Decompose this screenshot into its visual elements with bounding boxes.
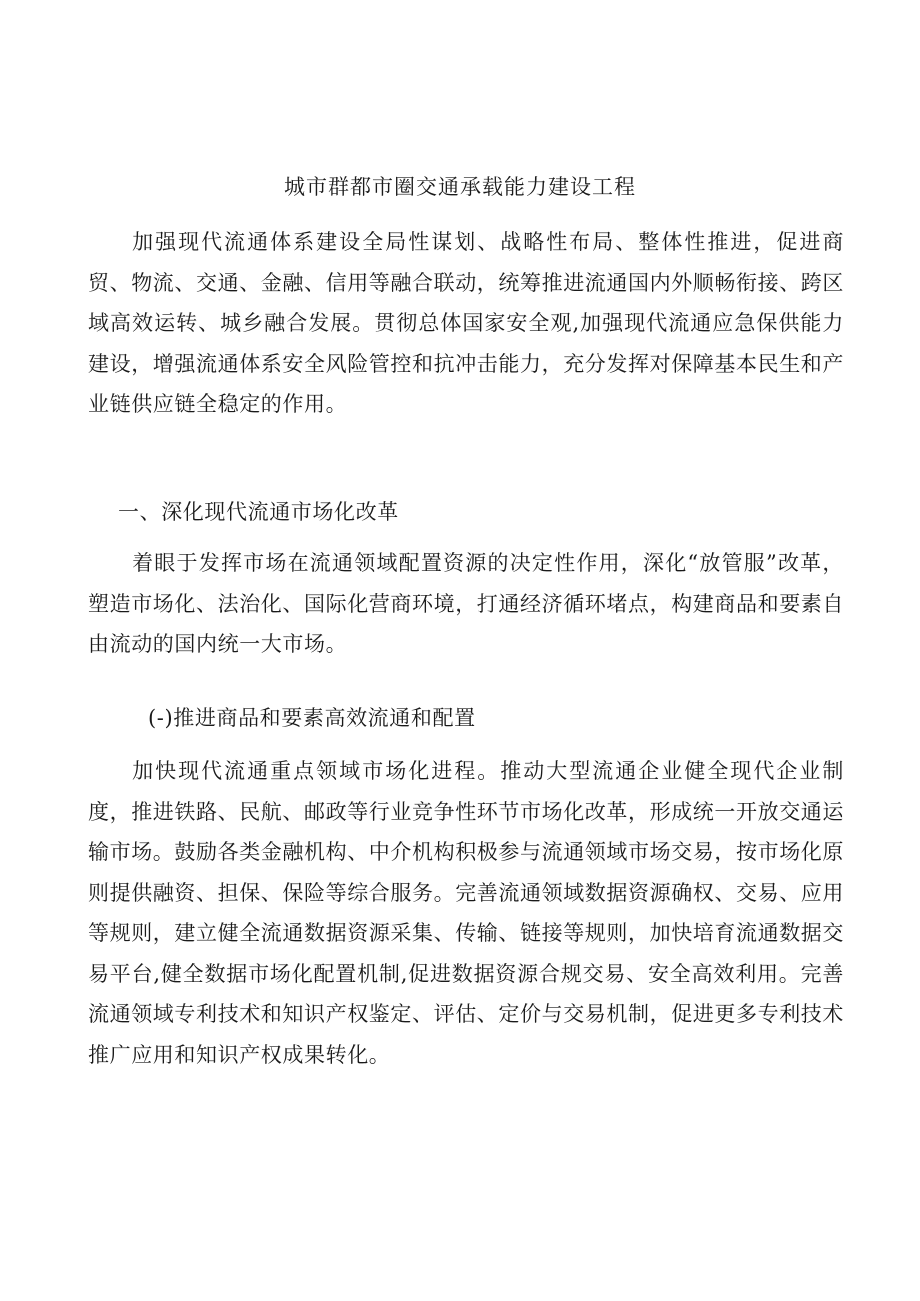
subsection-heading: (-)推进商品和要素高效流通和配置 xyxy=(148,706,476,730)
document-title: 城市群都市圈交通承载能力建设工程 xyxy=(284,175,636,199)
section-heading: 一、深化现代流通市场化改革 xyxy=(118,500,399,524)
intro-paragraph: 加强现代流通体系建设全局性谋划、战略性布局、整体性推进，促进商贸、物流、交通、金融、信用等融合联动，统筹推进流通国内外顺畅衔接、跨区域高效运转、城乡融合发展。贯彻总体国家安全观,加强现代流通应急保供能力建设，增强流通体系安全风险管控和抗冲击能力，充分发挥对保障基本民生和产业链供应链全稳定的作用。 xyxy=(88,230,844,416)
section-paragraph: 着眼于发挥市场在流通领域配置资源的决定性作用，深化“放管服”改革，塑造市场化、法治化、国际化营商环境，打通经济循环堵点，构建商品和要素自由流动的国内统一大市场。 xyxy=(88,551,844,656)
subsection-paragraph: 加快现代流通重点领域市场化进程。推动大型流通企业健全现代企业制度，推进铁路、民航、邮政等行业竞争性环节市场化改革，形成统一开放交通运输市场。鼓励各类金融机构、中介机构积极参与流通领域市场交易，按市场化原则提供融资、担保、保险等综合服务。完善流通领域数据资源确权、交易、应用等规则，建立健全流通数据资源采集、传输、链接等规则，加快培育流通数据交易平台,健全数据市场化配置机制,促进数据资源合规交易、安全高效利用。完善流通领域专利技术和知识产权鉴定、评估、定价与交易机制，促进更多专利技术推广应用和知识产权成果转化。 xyxy=(88,759,844,1067)
